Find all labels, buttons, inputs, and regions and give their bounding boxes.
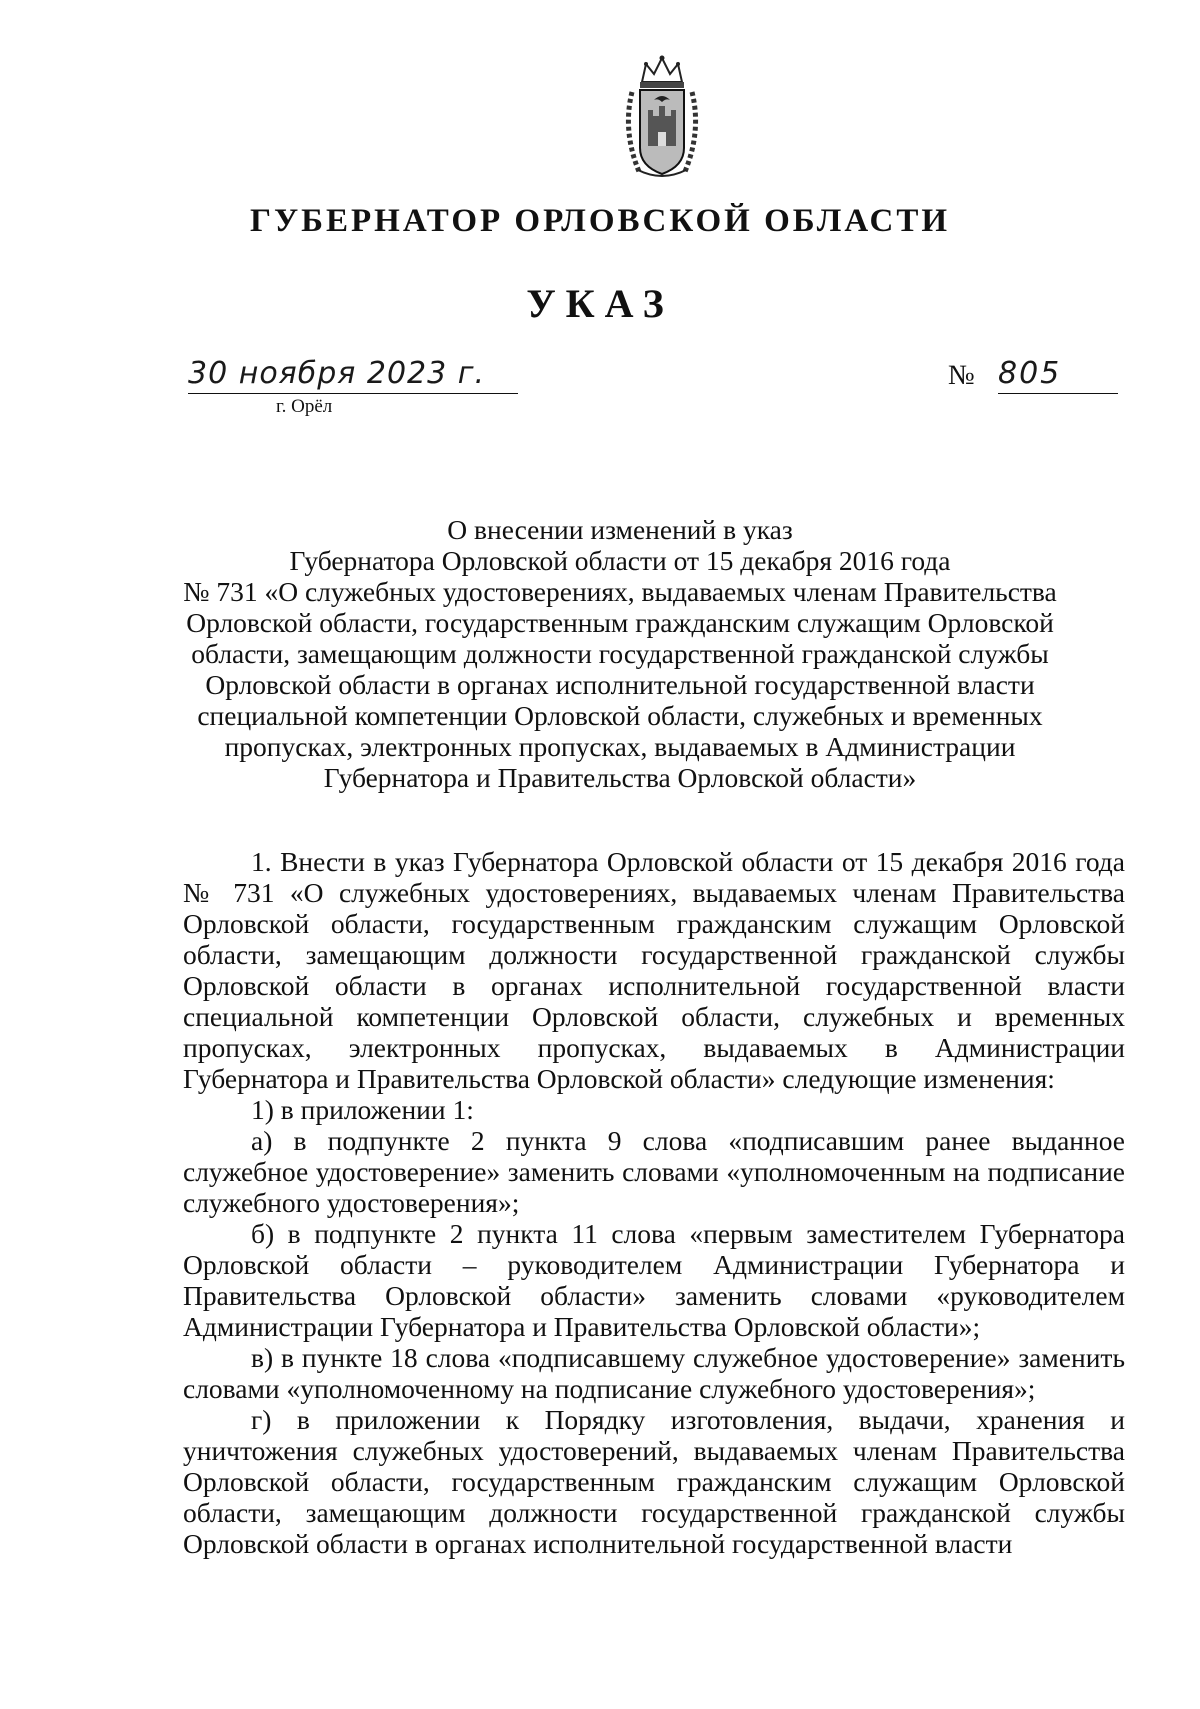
title-line: Орловской области, государственным гражданским служащим Орловской — [186, 607, 1054, 638]
title-line: О внесении изменений в указ — [447, 514, 793, 545]
decree-title — [170, 514, 1070, 793]
paragraph-item-1: 1) в приложении 1: — [251, 1094, 474, 1125]
number-label: № — [948, 360, 975, 391]
title-line: специальной компетенции Орловской области, служебных и временных — [197, 700, 1043, 731]
document-type: УКАЗ — [526, 281, 674, 326]
paragraph-subitem-g: г) в приложении к Порядку изготовления, выдачи, хранения и уничтожения служебных удостоверений, выдаваемых членам Правительства Орловской области, государственным гражданским служащим Орловской области, замещающим должности государственной гражданской службы Орловской области в органах исполнительной государственной власти — [183, 1404, 1125, 1559]
issuing-city: г. Орёл — [276, 396, 333, 417]
coat-of-arms-icon — [620, 52, 704, 182]
paragraph-1: 1. Внести в указ Губернатора Орловской области от 15 декабря 2016 года № 731 «О служебных удостоверениях, выдаваемых членам Правительства Орловской области, государственным гражданским служащим Орловской области, замещающим должности государственной гражданской службы Орловской области в органах исполнительной государственной власти специальной компетенции Орловской области, служебных и временных пропусках, электронных пропусках, выдаваемых в Администрации Губернатора и Правительства Орловской области» следующие изменения: — [183, 846, 1125, 1094]
title-line: Орловской области в органах исполнительной государственной власти — [205, 669, 1035, 700]
paragraph-subitem-a: а) в подпункте 2 пункта 9 слова «подписавшим ранее выданное служебное удостоверение» заменить словами «уполномоченным на подписание служебного удостоверения»; — [183, 1125, 1125, 1218]
handwritten-date: 30 ноября 2023 г. — [188, 356, 518, 394]
title-line: пропусках, электронных пропусках, выдаваемых в Администрации — [224, 731, 1016, 762]
title-line: Губернатора Орловской области от 15 декабря 2016 года — [289, 545, 951, 576]
issuing-authority: ГУБЕРНАТОР ОРЛОВСКОЙ ОБЛАСТИ — [249, 203, 951, 239]
title-line: № 731 «О служебных удостоверениях, выдаваемых членам Правительства — [183, 576, 1057, 607]
decree-body — [183, 846, 1125, 1559]
date-number-row — [0, 356, 1200, 416]
title-line: области, замещающим должности государственной гражданской службы — [191, 638, 1049, 669]
paragraph-subitem-b: б) в подпункте 2 пункта 11 слова «первым заместителем Губернатора Орловской области – руководителем Администрации Губернатора и Правительства Орловской области» заменить словами «руководителем Администрации Губернатора и Правительства Орловской области»; — [183, 1218, 1125, 1342]
handwritten-number: 805 — [998, 356, 1118, 394]
paragraph-subitem-v: в) в пункте 18 слова «подписавшему служебное удостоверение» заменить словами «уполномоченному на подписание служебного удостоверения»; — [183, 1342, 1125, 1404]
title-line: Губернатора и Правительства Орловской области» — [323, 762, 917, 793]
